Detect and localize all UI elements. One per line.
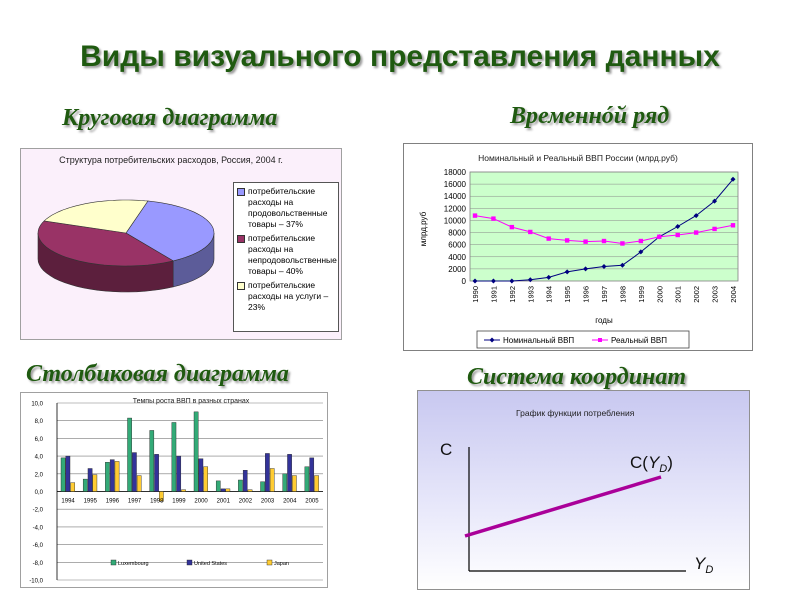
bar	[305, 467, 309, 492]
bar	[137, 476, 141, 492]
timeseries-xtick: 2003	[710, 286, 720, 303]
bar-legend-swatch	[267, 560, 272, 565]
timeseries-ylabel: млрд.руб	[419, 211, 428, 247]
timeseries-point	[676, 233, 680, 237]
timeseries-ytick: 18000	[443, 168, 466, 177]
bar-xtick: 1995	[83, 498, 97, 505]
timeseries-ytick: 10000	[443, 216, 466, 226]
bar-legend-label: Luxembourg	[118, 561, 149, 567]
timeseries-ytick: 14000	[443, 192, 466, 202]
pie-legend-swatch	[237, 188, 245, 196]
bar-ytick: -4,0	[32, 525, 43, 532]
bar	[150, 430, 154, 491]
bar	[115, 461, 119, 491]
timeseries-chart	[404, 144, 752, 350]
timeseries-xtick: 1990	[471, 286, 480, 303]
timeseries-ytick: 4000	[448, 252, 466, 262]
section-title-bar: Столбиковая диаграмма	[26, 361, 289, 387]
timeseries-xtick: 1999	[636, 286, 646, 303]
pie-chart-title: Структура потребительских расходов, Россия, 2004 г.	[59, 155, 283, 165]
bar-xtick: 1997	[127, 498, 142, 505]
bar-legend-swatch	[187, 560, 192, 565]
bar	[248, 490, 252, 492]
timeseries-legend-label: Номинальный ВВП	[503, 336, 575, 345]
bar	[61, 458, 65, 492]
bar	[265, 453, 269, 491]
timeseries-xtick: 2001	[673, 286, 683, 303]
bar	[172, 422, 176, 491]
timeseries-point	[528, 230, 532, 234]
timeseries-xtick: 2004	[729, 286, 738, 303]
timeseries-point	[565, 238, 569, 242]
pie-legend-item	[237, 233, 335, 277]
bar-xtick: 2000	[194, 498, 208, 505]
bar-ytick: 2,0	[34, 472, 43, 479]
bar-xtick: 2004	[283, 498, 297, 505]
bar	[199, 459, 203, 492]
timeseries-legend-label: Реальный ВВП	[611, 336, 667, 345]
bar-legend-label: United States	[194, 561, 228, 567]
timeseries-point	[602, 239, 606, 243]
timeseries-chart-panel	[403, 143, 753, 351]
timeseries-ytick: 8000	[448, 228, 466, 238]
pie-legend	[233, 182, 339, 332]
timeseries-title: Номинальный и Реальный ВВП России (млрд.руб)	[478, 153, 678, 163]
bar	[216, 481, 220, 492]
bar-ytick: 8,0	[34, 419, 43, 426]
bar	[128, 418, 132, 491]
bar	[243, 470, 247, 491]
bar-ytick: -6,0	[32, 543, 43, 550]
bar-xtick: 1998	[150, 498, 164, 505]
timeseries-xtick: 1992	[507, 286, 517, 303]
timeseries-xtick: 2000	[655, 286, 665, 303]
timeseries-point	[510, 225, 514, 229]
bar-xtick: 2005	[305, 498, 319, 505]
timeseries-ytick: 16000	[443, 180, 466, 190]
bar-ytick: -10,0	[29, 578, 43, 585]
bar-ytick: -2,0	[32, 507, 43, 514]
timeseries-xtick: 1995	[563, 286, 573, 303]
bar	[105, 462, 109, 491]
pie-legend-label: потребительские расходы на услуги – 23%	[248, 280, 329, 312]
pie-legend-swatch	[237, 282, 245, 290]
consumption-ylabel: C	[440, 440, 453, 459]
timeseries-xlabel: годы	[595, 316, 613, 325]
pie-legend-swatch	[237, 235, 245, 243]
bar	[238, 480, 242, 492]
bar	[270, 468, 274, 491]
pie-legend-label: потребительские расходы на непродовольственные товары – 40%	[248, 233, 337, 276]
bar	[177, 456, 181, 491]
timeseries-point	[583, 239, 587, 243]
section-title-pie: Круговая диаграмма	[62, 105, 278, 131]
consumption-xlabel: $Y_D$	[694, 554, 714, 576]
timeseries-point	[657, 235, 661, 239]
consumption-line-label: $C(Y_D)$	[630, 453, 673, 475]
bar-legend-swatch	[111, 560, 116, 565]
pie-legend-label: потребительские расходы на продовольственные товары – 37%	[248, 186, 328, 229]
section-title-timeseries: Временнóй ряд	[510, 103, 670, 129]
bar-xtick: 2001	[216, 498, 230, 505]
bar	[292, 476, 296, 492]
bar-xtick: 1994	[61, 498, 75, 505]
timeseries-xtick: 1994	[544, 286, 554, 303]
bar	[66, 456, 70, 491]
bar-xtick: 1996	[105, 498, 120, 505]
bar-ytick: -8,0	[32, 560, 43, 567]
timeseries-xtick: 1998	[618, 286, 628, 303]
page-title: Виды визуального представления данных	[80, 40, 720, 73]
timeseries-xtick: 1996	[581, 286, 591, 303]
bar	[221, 489, 225, 492]
consumption-function-chart	[418, 391, 749, 589]
coords-chart-panel	[417, 390, 750, 590]
bar	[204, 467, 208, 492]
bar-chart-panel	[20, 392, 328, 588]
bar	[226, 489, 230, 492]
bar-xtick: 2003	[260, 498, 275, 505]
consumption-line	[465, 477, 661, 536]
bar	[83, 479, 87, 491]
timeseries-xtick: 1991	[489, 286, 499, 303]
timeseries-xtick: 1997	[600, 286, 609, 303]
pie-chart	[31, 171, 241, 341]
bar	[310, 458, 314, 492]
pie-legend-item	[237, 280, 335, 313]
timeseries-point	[731, 223, 735, 227]
timeseries-xtick: 2002	[692, 286, 702, 303]
bar-ytick: 4,0	[34, 454, 43, 461]
section-title-coords: Система координат	[467, 364, 687, 390]
bar	[194, 412, 198, 492]
timeseries-point	[620, 241, 624, 245]
bar-xtick: 2002	[238, 498, 253, 505]
bar	[132, 453, 136, 492]
bar-title: Темпы роста ВВП в разных странах	[132, 398, 250, 405]
bar-xtick: 1999	[172, 498, 186, 505]
timeseries-legend-marker	[598, 338, 602, 342]
bar-ytick: 10,0	[31, 401, 43, 408]
bar	[93, 475, 97, 492]
bar	[71, 483, 75, 492]
timeseries-point	[712, 227, 716, 231]
bar	[88, 468, 92, 491]
pie-legend-item	[237, 186, 335, 230]
bar-ytick: 0,0	[34, 490, 43, 496]
bar	[314, 476, 318, 492]
bar-ytick: 6,0	[34, 436, 43, 443]
timeseries-ytick: 0	[461, 277, 466, 286]
timeseries-xtick: 1993	[526, 286, 536, 303]
pie-chart-panel	[20, 148, 342, 340]
timeseries-point	[694, 230, 698, 234]
bar	[181, 490, 185, 492]
timeseries-point	[491, 216, 495, 220]
timeseries-point	[639, 239, 643, 243]
consumption-title: График функции потребления	[516, 408, 635, 418]
bar	[283, 474, 287, 492]
timeseries-ytick: 12000	[443, 204, 466, 214]
bar	[110, 460, 114, 492]
bar	[261, 482, 265, 492]
timeseries-ytick: 2000	[448, 264, 466, 274]
bar	[154, 454, 158, 491]
bar-legend-label: Japan	[274, 561, 289, 567]
timeseries-point	[547, 236, 551, 240]
timeseries-ytick: 6000	[448, 240, 466, 250]
timeseries-point	[473, 213, 477, 217]
bar-chart	[21, 393, 327, 587]
bar	[287, 454, 291, 491]
